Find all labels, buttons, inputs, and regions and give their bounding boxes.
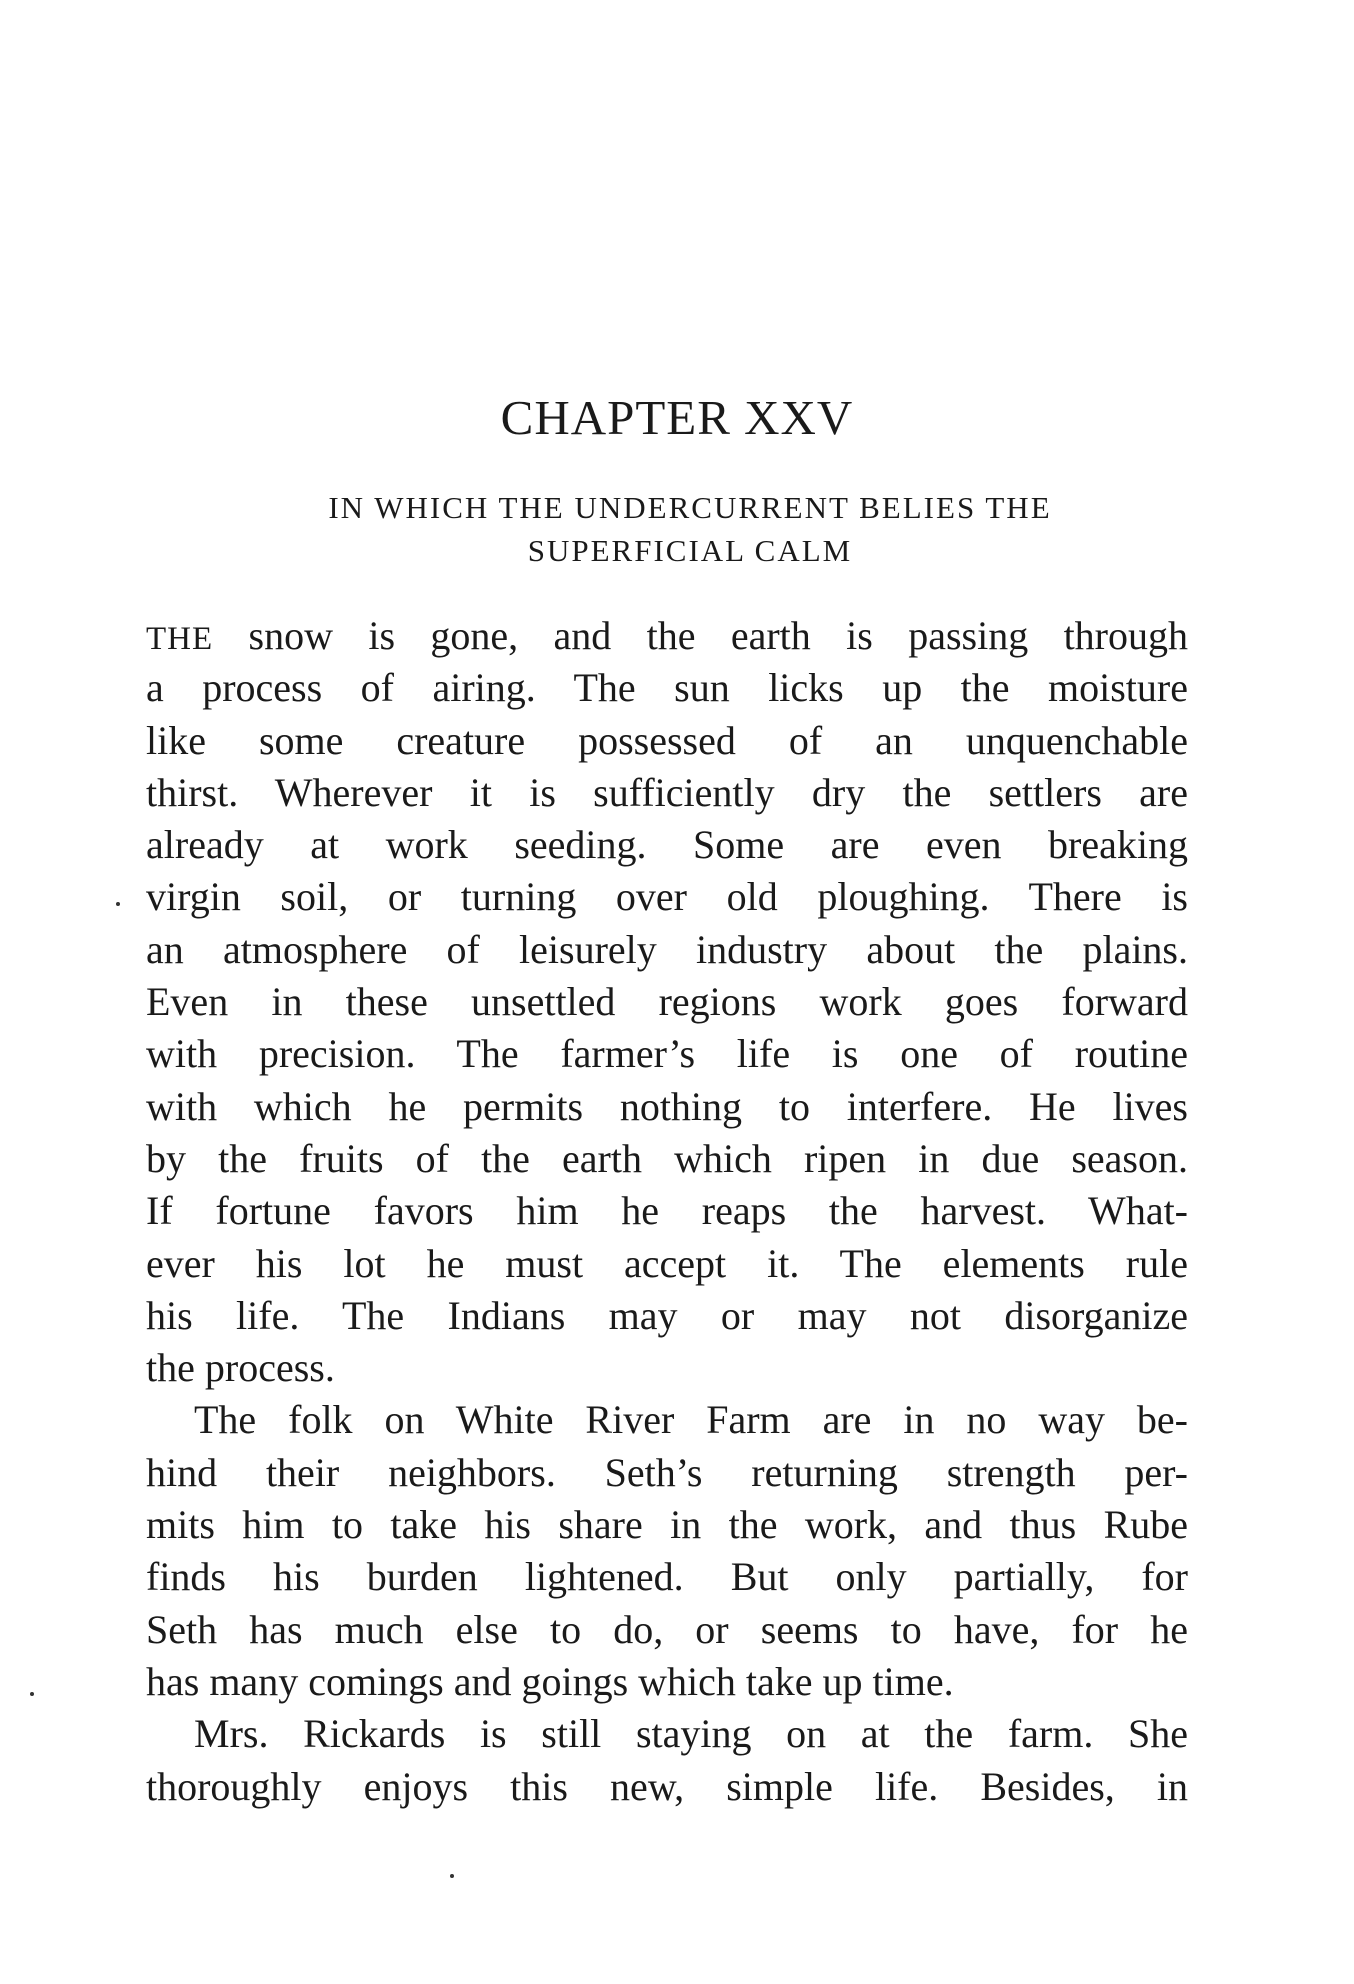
text-line: already at work seeding. Some are even breaking (146, 822, 1188, 868)
text-line: If fortune favors him he reaps the harvest. What- (146, 1188, 1188, 1234)
text-line: finds his burden lightened. But only partially, for (146, 1554, 1188, 1600)
scan-speck (116, 902, 120, 906)
text-line: like some creature possessed of an unquenchable (146, 717, 1188, 763)
text-line: an atmosphere of leisurely industry about the plains. (146, 926, 1188, 972)
text-line: by the fruits of the earth which ripen in due season. (146, 1135, 1188, 1181)
text-line: Mrs. Rickards is still staying on at the farm. She (194, 1711, 1188, 1757)
text-line: with precision. The farmer’s life is one of routine (146, 1031, 1188, 1077)
text-line: his life. The Indians may or may not disorganize (146, 1292, 1188, 1338)
text-line: The folk on White River Farm are in no way be- (194, 1397, 1188, 1443)
text-line: Even in these unsettled regions work goes forward (146, 979, 1188, 1025)
text-line: hind their neighbors. Seth’s returning strength per- (146, 1449, 1188, 1495)
text-line: thoroughly enjoys this new, simple life. Besides, in (146, 1763, 1188, 1809)
chapter-title: CHAPTER XXV (500, 390, 854, 445)
chapter-body (146, 610, 1188, 1813)
drop-word: THE (146, 621, 214, 657)
text-line: virgin soil, or turning over old ploughing. There is (146, 874, 1188, 920)
chapter-subtitle (180, 486, 1200, 572)
text-line: thirst. Wherever it is sufficiently dry the settlers are (146, 769, 1188, 815)
text-line: ever his lot he must accept it. The elements rule (146, 1240, 1188, 1286)
scan-speck (30, 1692, 34, 1696)
chapter-subtitle-line-2: SUPERFICIAL CALM (527, 533, 853, 568)
chapter-subtitle-line-1: IN WHICH THE UNDERCURRENT BELIES THE (328, 490, 1052, 525)
scan-speck (450, 1874, 454, 1878)
text-line: the process. (146, 1345, 335, 1391)
text-line: Seth has much else to do, or seems to have, for he (146, 1606, 1188, 1652)
text-line: has many comings and goings which take up time. (146, 1658, 954, 1704)
text-line: THE snow is gone, and the earth is passing through (146, 613, 1188, 658)
text-line: with which he permits nothing to interfere. He lives (146, 1083, 1188, 1129)
text-line: mits him to take his share in the work, and thus Rube (146, 1502, 1188, 1548)
text-line: a process of airing. The sun licks up the moisture (146, 665, 1188, 711)
